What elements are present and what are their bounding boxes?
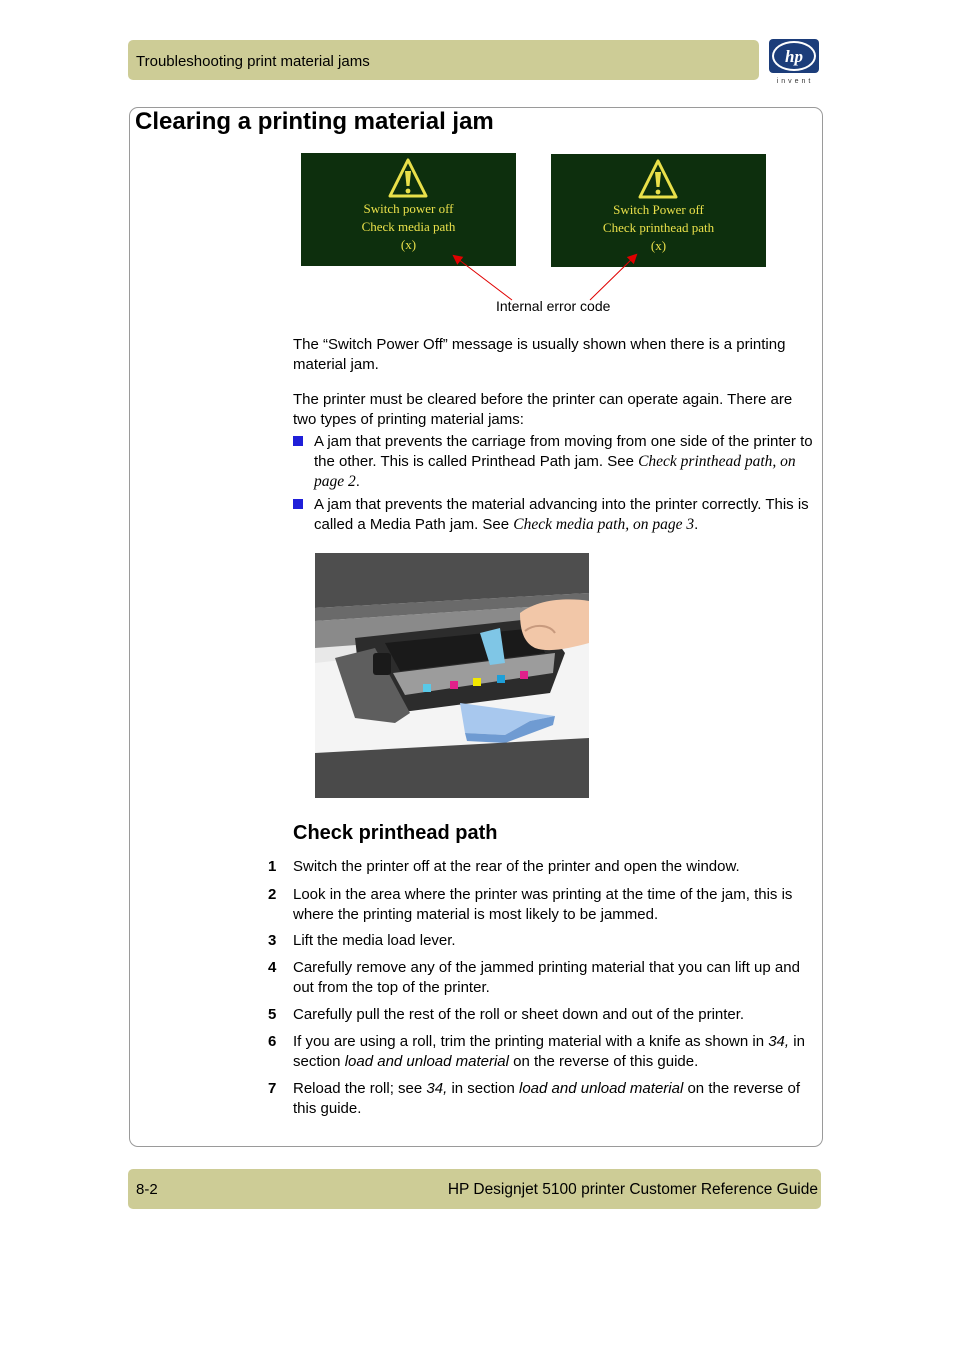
- screen-line: (x): [400, 237, 417, 252]
- step-text: Switch the printer off at the rear of the printer and open the window.: [293, 858, 740, 875]
- header-bar: [128, 40, 759, 80]
- step-text: Lift the media load lever.: [293, 932, 456, 949]
- printhead-carriage-illustration: [315, 553, 589, 798]
- warning-icon: [388, 157, 428, 199]
- warning-icon: [638, 158, 678, 200]
- intro-paragraph-2: The printer must be cleared before the printer can operate again. There are two types of printing material jams:: [293, 391, 793, 428]
- guide-title: HP Designjet 5100 printer Customer Reference Guide: [447, 1181, 818, 1198]
- intro-paragraph-1: The “Switch Power Off” message is usually shown when there is a printing material jam.: [293, 336, 786, 373]
- step-number: 5: [268, 1006, 277, 1023]
- step-text: Reload the roll; see 34, in section load and unload material on the reverse of this guide.: [293, 1080, 801, 1117]
- footer-bar: [128, 1169, 821, 1209]
- bullet-item: A jam that prevents the material advancing into the printer correctly. This is called a Media Path jam. See Check media path, on page 3.: [314, 496, 809, 533]
- logo-tagline: invent: [776, 78, 814, 85]
- step-number: 3: [268, 932, 277, 949]
- page-number: 8-2: [136, 1181, 158, 1198]
- bullet-square: [293, 499, 303, 509]
- step-number: 6: [268, 1033, 277, 1050]
- step-number: 7: [268, 1080, 277, 1097]
- section-heading: Check printhead path: [293, 822, 498, 844]
- hp-logo: [769, 39, 821, 85]
- bullet-item: A jam that prevents the carriage from moving from one side of the printer to the other. This is called Printhead Path jam. See Check printhead path, on page 2.: [314, 433, 813, 490]
- cross-reference-link[interactable]: Check media path, on page 3: [513, 516, 695, 533]
- screen-line: Check media path: [361, 219, 456, 234]
- internal-error-code-label: Internal error code: [496, 298, 611, 314]
- step-text: If you are using a roll, trim the printing material with a knife as shown in 34, in section load and unload material on the reverse of this guide.: [293, 1033, 805, 1070]
- screen-line: (x): [650, 238, 667, 253]
- screen-line: Check printhead path: [602, 220, 715, 235]
- callout-arrows: [440, 245, 650, 305]
- step-number: 1: [268, 858, 277, 875]
- page-title: Clearing a printing material jam: [135, 108, 494, 135]
- arrow-left: [454, 256, 512, 300]
- screen-line: Switch Power off: [613, 202, 704, 217]
- cross-reference-link[interactable]: Check printhead path, on page 2: [314, 453, 796, 490]
- header-section-title: Troubleshooting print material jams: [136, 53, 370, 70]
- step-text: Carefully remove any of the jammed printing material that you can lift up and out from the top of the printer.: [293, 959, 800, 996]
- screen-line: Switch power off: [363, 201, 454, 216]
- arrow-right: [590, 255, 636, 300]
- step-number: 2: [268, 886, 277, 903]
- logo-brand: hp: [785, 47, 803, 66]
- step-text: Carefully pull the rest of the roll or sheet down and out of the printer.: [293, 1006, 745, 1023]
- bullet-square: [293, 436, 303, 446]
- step-text: Look in the area where the printer was printing at the time of the jam, this is where the printing material is most likely to be jammed.: [293, 886, 793, 923]
- step-number: 4: [268, 959, 277, 976]
